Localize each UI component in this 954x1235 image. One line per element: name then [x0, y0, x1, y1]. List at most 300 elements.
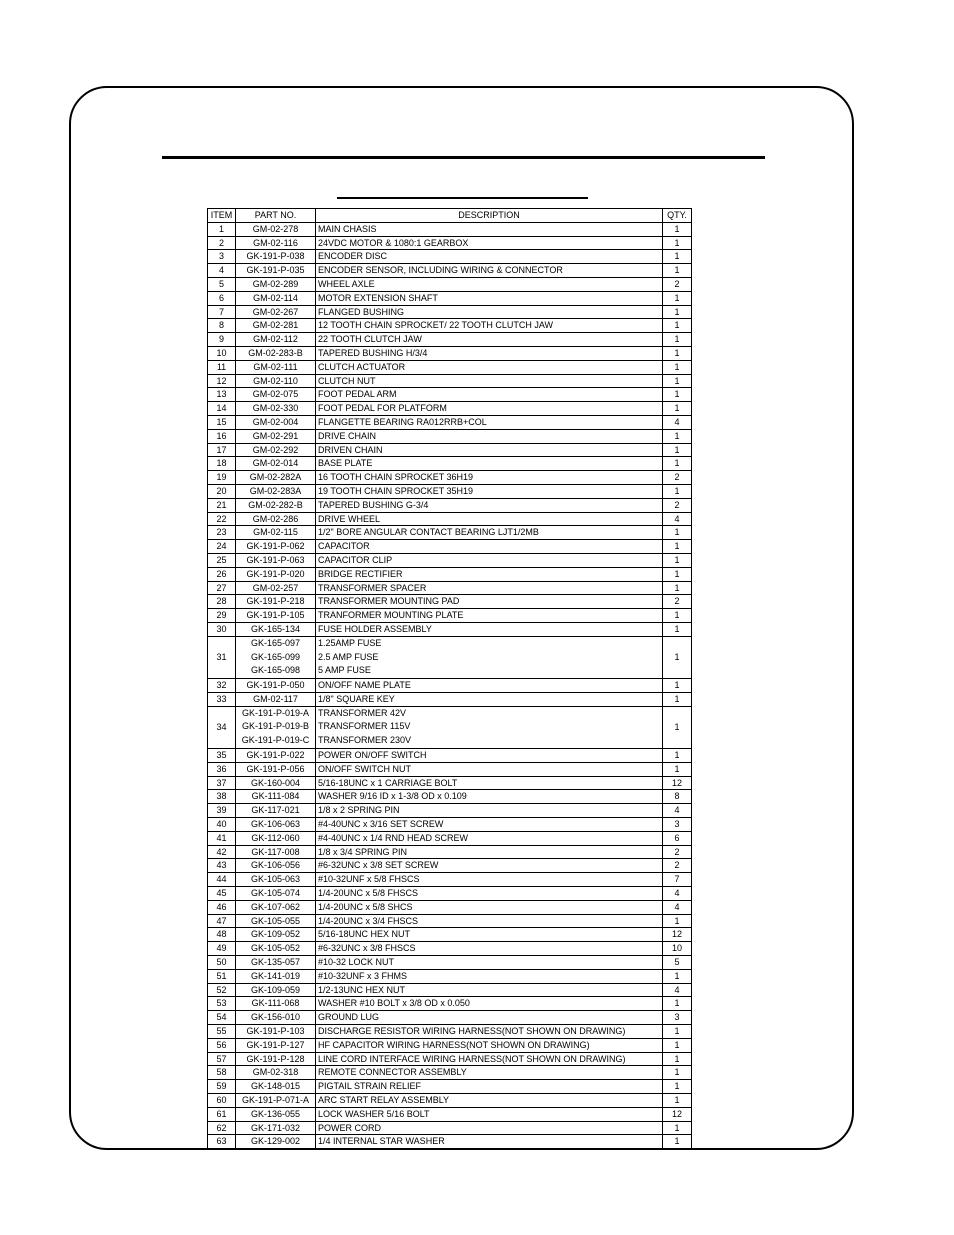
part-description: MAIN CHASIS	[318, 223, 377, 234]
part-number: GK-191-P-019-A	[241, 707, 310, 718]
part-number-cell	[236, 887, 316, 901]
table-row	[208, 526, 692, 540]
part-number: GK-191-P-019-C	[241, 735, 310, 746]
table-row	[208, 250, 692, 264]
description-cell	[316, 636, 663, 678]
description-cell	[316, 595, 663, 609]
part-description: 1/8 x 2 SPRING PIN	[318, 805, 400, 816]
part-number: GK-165-097	[250, 637, 301, 648]
description-cell	[316, 1011, 663, 1025]
item-number-cell: 49	[208, 942, 236, 956]
part-number-cell	[236, 333, 316, 347]
table-row	[208, 831, 692, 845]
part-description: 5 AMP FUSE	[318, 665, 371, 676]
part-description: LINE CORD INTERFACE WIRING HARNESS(NOT SHOWN ON DRAWING)	[318, 1053, 626, 1064]
description-cell	[316, 498, 663, 512]
part-description: ENCODER SENSOR, INCLUDING WIRING & CONNECTOR	[318, 265, 563, 276]
part-description: TAPERED BUSHING G-3/4	[318, 499, 429, 510]
part-number: GM-02-283A	[249, 485, 302, 496]
table-header-row	[208, 209, 692, 223]
part-description: #6-32UNC x 3/8 SET SCREW	[318, 860, 439, 871]
part-number-cell	[236, 776, 316, 790]
part-number: GK-148-015	[250, 1081, 301, 1092]
quantity-cell: 5	[663, 956, 692, 970]
description-cell	[316, 1052, 663, 1066]
quantity-cell: 1	[663, 1080, 692, 1094]
table-row	[208, 1025, 692, 1039]
item-number-cell: 19	[208, 471, 236, 485]
part-number-cell	[236, 540, 316, 554]
item-number-cell: 24	[208, 540, 236, 554]
description-cell	[316, 236, 663, 250]
item-number-cell: 5	[208, 277, 236, 291]
table-row	[208, 622, 692, 636]
item-number-cell: 60	[208, 1094, 236, 1108]
part-number: GM-02-318	[252, 1067, 299, 1078]
item-number-cell: 48	[208, 928, 236, 942]
quantity-cell: 1	[663, 1121, 692, 1135]
part-number-cell	[236, 818, 316, 832]
description-cell	[316, 776, 663, 790]
part-number-cell	[236, 236, 316, 250]
quantity-cell: 1	[663, 429, 692, 443]
item-number-cell: 22	[208, 512, 236, 526]
title-rule	[162, 156, 765, 159]
item-number-cell: 56	[208, 1038, 236, 1052]
part-description: MOTOR EXTENSION SHAFT	[318, 292, 438, 303]
part-number: GK-160-004	[250, 777, 301, 788]
table-row	[208, 859, 692, 873]
description-cell	[316, 429, 663, 443]
part-description: CLUTCH ACTUATOR	[318, 361, 406, 372]
item-number-cell: 25	[208, 553, 236, 567]
part-description: TRANSFORMER 115V	[318, 721, 411, 732]
description-cell	[316, 692, 663, 706]
table-row	[208, 429, 692, 443]
item-number-cell: 30	[208, 622, 236, 636]
item-number-cell: 9	[208, 333, 236, 347]
part-number-cell	[236, 942, 316, 956]
description-cell	[316, 277, 663, 291]
part-number: GM-02-111	[253, 361, 298, 372]
item-number-cell: 11	[208, 360, 236, 374]
quantity-cell: 1	[663, 443, 692, 457]
part-description: LOCK WASHER 5/16 BOLT	[318, 1108, 430, 1119]
description-cell	[316, 1094, 663, 1108]
part-number-cell	[236, 222, 316, 236]
quantity-cell: 10	[663, 942, 692, 956]
part-number: GM-02-075	[252, 389, 299, 400]
quantity-cell: 1	[663, 457, 692, 471]
part-number-cell	[236, 305, 316, 319]
item-number-cell: 53	[208, 997, 236, 1011]
description-cell	[316, 222, 663, 236]
table-row	[208, 443, 692, 457]
table-row	[208, 236, 692, 250]
description-cell	[316, 900, 663, 914]
quantity-cell: 1	[663, 762, 692, 776]
part-number-cell	[236, 360, 316, 374]
part-description: #4-40UNC x 1/4 RND HEAD SCREW	[318, 832, 469, 843]
part-number: GM-02-110	[253, 375, 298, 386]
part-number-cell	[236, 636, 316, 678]
part-number-cell	[236, 264, 316, 278]
part-description: BRIDGE RECTIFIER	[318, 568, 403, 579]
table-row	[208, 1011, 692, 1025]
table-row	[208, 1080, 692, 1094]
table-row	[208, 553, 692, 567]
part-description: 1/4 INTERNAL STAR WASHER	[318, 1136, 445, 1147]
description-cell	[316, 804, 663, 818]
part-number: GK-105-074	[250, 888, 301, 899]
part-number: GM-02-004	[252, 416, 299, 427]
part-description: TRANSFORMER 230V	[318, 735, 412, 746]
description-cell	[316, 305, 663, 319]
part-number: GM-02-112	[253, 334, 298, 345]
item-number-cell: 58	[208, 1066, 236, 1080]
part-number-cell	[236, 526, 316, 540]
quantity-cell: 1	[663, 319, 692, 333]
item-number-cell: 28	[208, 595, 236, 609]
description-cell	[316, 1121, 663, 1135]
part-number: GK-109-059	[250, 984, 301, 995]
table-row	[208, 1066, 692, 1080]
item-number-cell: 62	[208, 1121, 236, 1135]
part-description: FOOT PEDAL FOR PLATFORM	[318, 403, 447, 414]
description-cell	[316, 679, 663, 693]
part-number-cell	[236, 484, 316, 498]
part-number: GM-02-116	[253, 237, 298, 248]
table-row	[208, 914, 692, 928]
part-number-cell	[236, 804, 316, 818]
part-number: GM-02-283-B	[248, 347, 303, 358]
quantity-cell: 1	[663, 622, 692, 636]
part-description: 5/16-18UNC HEX NUT	[318, 929, 411, 940]
quantity-cell: 3	[663, 818, 692, 832]
table-row	[208, 692, 692, 706]
table-row	[208, 776, 692, 790]
description-cell	[316, 443, 663, 457]
description-cell	[316, 790, 663, 804]
quantity-cell: 1	[663, 1025, 692, 1039]
part-number-cell	[236, 250, 316, 264]
quantity-cell: 1	[663, 679, 692, 693]
part-number-cell	[236, 762, 316, 776]
part-number: GK-191-P-056	[246, 763, 305, 774]
quantity-cell: 12	[663, 1107, 692, 1121]
part-number: GM-02-267	[252, 306, 299, 317]
table-row	[208, 790, 692, 804]
part-number: GK-191-P-038	[246, 251, 305, 262]
part-description: FOOT PEDAL ARM	[318, 389, 397, 400]
part-number: GM-02-014	[252, 458, 299, 469]
quantity-cell: 1	[663, 609, 692, 623]
description-cell	[316, 567, 663, 581]
part-number: GK-107-062	[250, 901, 301, 912]
part-number-cell	[236, 1025, 316, 1039]
quantity-cell: 1	[663, 914, 692, 928]
quantity-cell: 6	[663, 831, 692, 845]
description-cell	[316, 831, 663, 845]
part-number-cell	[236, 997, 316, 1011]
quantity-cell: 1	[663, 706, 692, 748]
table-row	[208, 291, 692, 305]
item-number-cell: 18	[208, 457, 236, 471]
table-row	[208, 402, 692, 416]
description-cell	[316, 402, 663, 416]
item-number-cell: 27	[208, 581, 236, 595]
part-description: POWER CORD	[318, 1122, 381, 1133]
part-number: GK-141-019	[250, 970, 301, 981]
description-cell	[316, 333, 663, 347]
quantity-cell: 2	[663, 471, 692, 485]
quantity-cell: 1	[663, 997, 692, 1011]
part-number-cell	[236, 622, 316, 636]
part-description: 1/4-20UNC x 3/4 FHSCS	[318, 915, 419, 926]
description-cell	[316, 887, 663, 901]
description-cell	[316, 622, 663, 636]
part-number-cell	[236, 1107, 316, 1121]
description-cell	[316, 512, 663, 526]
part-number: GK-171-032	[250, 1122, 301, 1133]
item-number-cell: 33	[208, 692, 236, 706]
part-number-cell	[236, 1094, 316, 1108]
part-number: GK-191-P-020	[246, 568, 305, 579]
item-number-cell: 61	[208, 1107, 236, 1121]
part-number-cell	[236, 1121, 316, 1135]
part-number: GM-02-115	[253, 527, 298, 538]
part-number-cell	[236, 402, 316, 416]
part-description: ON/OFF SWITCH NUT	[318, 763, 411, 774]
part-number: GK-191-P-062	[246, 541, 305, 552]
item-number-cell: 46	[208, 900, 236, 914]
part-number-cell	[236, 1080, 316, 1094]
item-number-cell: 38	[208, 790, 236, 804]
quantity-cell: 4	[663, 415, 692, 429]
part-number: GK-105-063	[250, 874, 301, 885]
part-number: GM-02-289	[252, 278, 299, 289]
part-number-cell	[236, 831, 316, 845]
description-cell	[316, 845, 663, 859]
description-cell	[316, 526, 663, 540]
part-number-cell	[236, 692, 316, 706]
quantity-cell: 1	[663, 1038, 692, 1052]
quantity-cell: 7	[663, 873, 692, 887]
description-cell	[316, 997, 663, 1011]
part-description: 1.25AMP FUSE	[318, 637, 382, 648]
part-description: FLANGED BUSHING	[318, 306, 405, 317]
quantity-cell: 1	[663, 222, 692, 236]
item-number-cell: 16	[208, 429, 236, 443]
table-row	[208, 471, 692, 485]
table-row	[208, 540, 692, 554]
description-cell	[316, 914, 663, 928]
description-cell	[316, 1107, 663, 1121]
part-number: GK-191-P-050	[246, 680, 305, 691]
part-number-cell	[236, 1066, 316, 1080]
item-number-cell: 2	[208, 236, 236, 250]
part-number-cell	[236, 415, 316, 429]
part-number-cell	[236, 471, 316, 485]
part-description: TRANSFORMER MOUNTING PAD	[318, 596, 460, 607]
quantity-cell: 1	[663, 236, 692, 250]
part-description: #10-32 LOCK NUT	[318, 957, 395, 968]
part-number: GK-135-057	[250, 957, 301, 968]
quantity-cell: 4	[663, 983, 692, 997]
quantity-cell: 2	[663, 277, 692, 291]
part-number-cell	[236, 900, 316, 914]
quantity-cell: 2	[663, 595, 692, 609]
part-description: 19 TOOTH CHAIN SPROCKET 35H19	[318, 485, 474, 496]
table-row	[208, 374, 692, 388]
item-number-cell: 15	[208, 415, 236, 429]
part-number-cell	[236, 277, 316, 291]
quantity-cell: 1	[663, 484, 692, 498]
part-number: GK-105-052	[250, 943, 301, 954]
part-description: HF CAPACITOR WIRING HARNESS(NOT SHOWN ON DRAWING)	[318, 1039, 590, 1050]
part-number: GK-191-P-127	[246, 1039, 305, 1050]
description-cell	[316, 749, 663, 763]
part-description: TRANFORMER MOUNTING PLATE	[318, 610, 464, 621]
part-number: GK-129-002	[250, 1136, 301, 1147]
item-number-cell: 47	[208, 914, 236, 928]
item-number-cell: 23	[208, 526, 236, 540]
item-number-cell: 34	[208, 706, 236, 748]
part-description: DRIVE WHEEL	[318, 513, 381, 524]
description-cell	[316, 1080, 663, 1094]
part-number-cell	[236, 388, 316, 402]
table-row	[208, 360, 692, 374]
part-number-cell	[236, 873, 316, 887]
description-cell	[316, 484, 663, 498]
description-cell	[316, 553, 663, 567]
table-row	[208, 762, 692, 776]
quantity-cell: 1	[663, 333, 692, 347]
part-description: TRANSFORMER SPACER	[318, 582, 427, 593]
table-row	[208, 818, 692, 832]
quantity-cell: 1	[663, 1066, 692, 1080]
subtitle-rule	[337, 197, 588, 199]
quantity-cell: 1	[663, 553, 692, 567]
part-number: GM-02-330	[252, 403, 299, 414]
part-number-cell	[236, 609, 316, 623]
part-description: 5/16-18UNC x 1 CARRIAGE BOLT	[318, 777, 458, 788]
quantity-cell: 1	[663, 1094, 692, 1108]
part-description: 1/4-20UNC x 5/8 SHCS	[318, 901, 413, 912]
description-cell	[316, 859, 663, 873]
item-number-cell: 45	[208, 887, 236, 901]
quantity-cell: 1	[663, 291, 692, 305]
part-number-cell	[236, 983, 316, 997]
quantity-cell: 12	[663, 776, 692, 790]
quantity-cell: 1	[663, 360, 692, 374]
part-number: GK-191-P-218	[246, 596, 305, 607]
part-number-cell	[236, 346, 316, 360]
part-description: WHEEL AXLE	[318, 278, 375, 289]
item-number-cell: 3	[208, 250, 236, 264]
item-number-cell: 4	[208, 264, 236, 278]
quantity-cell: 1	[663, 346, 692, 360]
part-number-cell	[236, 914, 316, 928]
part-description: TAPERED BUSHING H/3/4	[318, 347, 428, 358]
part-description: FUSE HOLDER ASSEMBLY	[318, 623, 432, 634]
part-number: GK-191-P-103	[246, 1026, 305, 1037]
part-number: GK-165-134	[250, 623, 301, 634]
item-number-cell: 6	[208, 291, 236, 305]
part-description: 1/4-20UNC x 5/8 FHSCS	[318, 888, 419, 899]
part-description: PIGTAIL STRAIN RELIEF	[318, 1081, 422, 1092]
part-number: GM-02-286	[252, 513, 299, 524]
part-number: GK-111-084	[251, 791, 300, 802]
part-number: GK-165-099	[250, 651, 301, 662]
description-cell	[316, 1025, 663, 1039]
part-description: 1/2-13UNC HEX NUT	[318, 984, 406, 995]
item-number-cell: 44	[208, 873, 236, 887]
table-row	[208, 969, 692, 983]
table-row	[208, 264, 692, 278]
table-row	[208, 900, 692, 914]
table-row	[208, 928, 692, 942]
table-row	[208, 512, 692, 526]
part-number-cell	[236, 1038, 316, 1052]
table-row	[208, 997, 692, 1011]
description-cell	[316, 983, 663, 997]
table-row	[208, 749, 692, 763]
description-cell	[316, 374, 663, 388]
quantity-cell: 4	[663, 900, 692, 914]
item-number-cell: 42	[208, 845, 236, 859]
table-row	[208, 319, 692, 333]
quantity-cell: 1	[663, 567, 692, 581]
part-description: ON/OFF NAME PLATE	[318, 680, 411, 691]
part-description: DISCHARGE RESISTOR WIRING HARNESS(NOT SHOWN ON DRAWING)	[318, 1026, 626, 1037]
part-description: #6-32UNC x 3/8 FHSCS	[318, 943, 416, 954]
description-cell	[316, 346, 663, 360]
table-row	[208, 1094, 692, 1108]
description-cell	[316, 457, 663, 471]
header-item: ITEM	[208, 209, 236, 223]
part-description: TRANSFORMER 42V	[318, 707, 407, 718]
part-description: CAPACITOR CLIP	[318, 554, 393, 565]
table-row	[208, 873, 692, 887]
description-cell	[316, 540, 663, 554]
part-description: 1/8" SQUARE KEY	[318, 693, 395, 704]
quantity-cell: 1	[663, 1052, 692, 1066]
table-row	[208, 415, 692, 429]
part-number-cell	[236, 512, 316, 526]
part-number-cell	[236, 291, 316, 305]
description-cell	[316, 264, 663, 278]
item-number-cell: 13	[208, 388, 236, 402]
part-description: FLANGETTE BEARING RA012RRB+COL	[318, 416, 487, 427]
table-row	[208, 1052, 692, 1066]
item-number-cell: 41	[208, 831, 236, 845]
table-row	[208, 887, 692, 901]
part-number: GK-191-P-019-B	[241, 721, 310, 732]
description-cell	[316, 609, 663, 623]
quantity-cell: 1	[663, 692, 692, 706]
item-number-cell: 17	[208, 443, 236, 457]
table-row	[208, 1038, 692, 1052]
quantity-cell: 4	[663, 512, 692, 526]
part-description: WASHER 9/16 ID x 1-3/8 OD x 0.109	[318, 791, 467, 802]
quantity-cell: 1	[663, 969, 692, 983]
header-qty: QTY.	[663, 209, 692, 223]
header-part-no: PART NO.	[236, 209, 316, 223]
table-row	[208, 706, 692, 748]
description-cell	[316, 471, 663, 485]
part-description: 22 TOOTH CLUTCH JAW	[318, 334, 422, 345]
